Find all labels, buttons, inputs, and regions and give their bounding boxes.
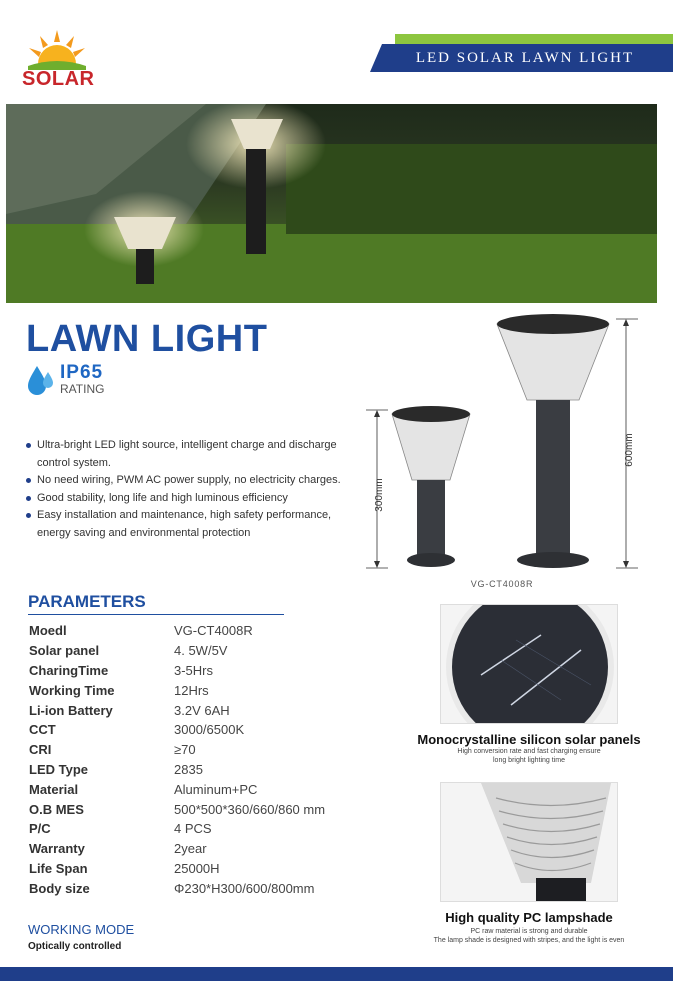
solar-panel-subtitle — [398, 747, 660, 765]
table-row — [29, 740, 325, 760]
subtitle-line: The lamp shade is designed with stripes, and the light is even — [433, 937, 625, 944]
param-label: Moedl — [29, 623, 67, 639]
param-label: Warranty — [29, 841, 85, 857]
table-row — [29, 680, 325, 700]
param-value: 3000/6500K — [174, 722, 245, 738]
table-row — [29, 661, 325, 681]
param-label: CRI — [29, 742, 52, 758]
solar-panel-title: Monocrystalline silicon solar panels — [417, 732, 641, 747]
sun-icon — [22, 28, 92, 70]
banner-title: LED SOLAR LAWN LIGHT — [415, 50, 635, 66]
logo-text: SOLAR — [22, 68, 95, 90]
brand-logo — [22, 28, 95, 90]
parameters-title: PARAMETERS — [28, 592, 146, 611]
list-item: Good stability, long life and high luminous efficiency — [26, 490, 356, 508]
lampshade-image — [440, 782, 618, 902]
param-label: Material — [29, 781, 79, 797]
table-row — [29, 819, 325, 839]
feature-list — [26, 437, 356, 542]
param-value: 500*500*360/660/860 mm — [174, 801, 326, 817]
list-item: Ultra-bright LED light source, intelligent charge and discharge control system. — [26, 437, 356, 472]
hero-photo — [6, 104, 657, 303]
param-label: P/C — [29, 821, 51, 837]
subtitle-line: High conversion rate and fast charging ensure — [457, 748, 601, 755]
ip-rating-label: RATING — [60, 382, 105, 396]
table-row — [29, 799, 325, 819]
subtitle-line: long bright lighting time — [493, 757, 565, 764]
param-value: 4. 5W/5V — [174, 643, 228, 659]
param-label: Solar panel — [29, 643, 100, 659]
param-label: CharingTime — [29, 662, 109, 678]
param-value: 4 PCS — [174, 821, 212, 837]
banner-accent — [395, 34, 673, 44]
table-row — [29, 641, 325, 661]
param-label: Body size — [29, 880, 90, 896]
solar-panel-image — [440, 604, 618, 724]
param-label: O.B MES — [29, 801, 84, 817]
dimension-short-label: 300mm — [374, 478, 385, 512]
working-mode-value: Optically controlled — [28, 941, 122, 952]
param-label: Li-ion Battery — [29, 702, 113, 718]
param-value: VG-CT4008R — [174, 623, 253, 639]
parameters-table — [29, 621, 325, 898]
param-value: 2835 — [174, 761, 203, 777]
ip-code: IP65 — [60, 362, 104, 383]
divider — [28, 614, 284, 615]
table-row — [29, 859, 325, 879]
table-row — [29, 839, 325, 859]
subtitle-line: PC raw material is strong and durable — [470, 928, 588, 935]
param-value: 3-5Hrs — [174, 662, 214, 678]
model-caption: VG-CT4008R — [470, 579, 534, 589]
product-image — [360, 310, 660, 595]
table-row — [29, 878, 325, 898]
param-value: 3.2V 6AH — [174, 702, 230, 718]
param-label: Life Span — [29, 860, 88, 876]
working-mode-title: WORKING MODE — [28, 922, 135, 937]
param-value: 2year — [174, 841, 207, 857]
param-value: Φ230*H300/600/800mm — [174, 880, 315, 896]
table-row — [29, 700, 325, 720]
table-row — [29, 621, 325, 641]
dimension-tall-label: 600mm — [624, 433, 635, 467]
param-value: Aluminum+PC — [174, 781, 258, 797]
footer-bar — [0, 967, 673, 981]
list-item: Easy installation and maintenance, high safety performance, energy saving and environmental protection — [26, 507, 356, 542]
water-drop-icon — [26, 364, 56, 396]
param-value: ≥70 — [174, 742, 196, 758]
param-label: LED Type — [29, 761, 88, 777]
param-value: 12Hrs — [174, 682, 209, 698]
table-row — [29, 779, 325, 799]
table-row — [29, 720, 325, 740]
product-title: LAWN LIGHT — [26, 318, 268, 360]
lampshade-subtitle — [398, 927, 660, 945]
lampshade-title: High quality PC lampshade — [445, 910, 613, 925]
list-item: No need wiring, PWM AC power supply, no electricity charges. — [26, 472, 356, 490]
param-value: 25000H — [174, 860, 220, 876]
param-label: Working Time — [29, 682, 115, 698]
param-label: CCT — [29, 722, 56, 738]
table-row — [29, 760, 325, 780]
